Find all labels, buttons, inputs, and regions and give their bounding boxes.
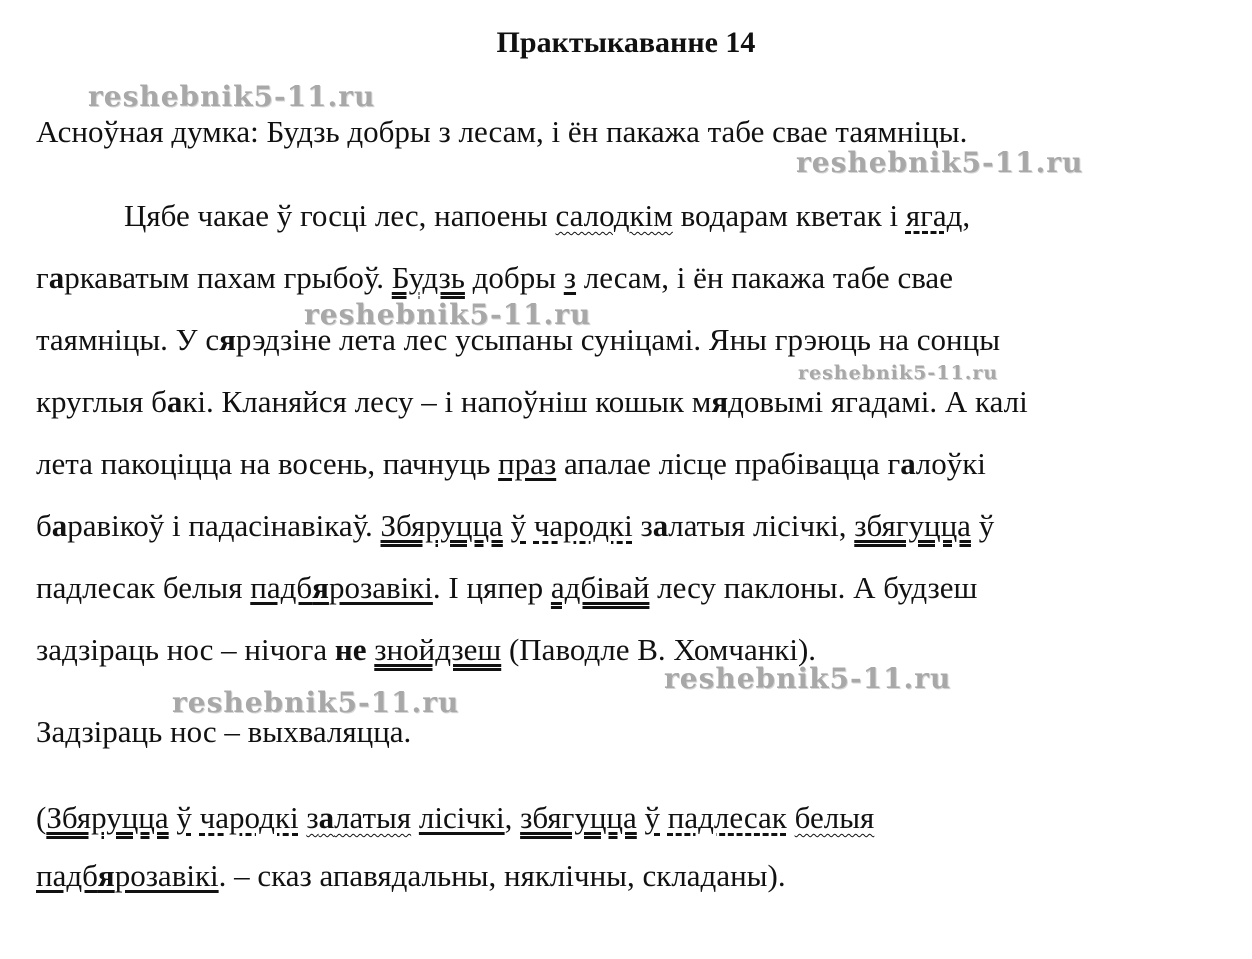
- text-fragment: задзіраць нос – нічога: [36, 632, 335, 667]
- text-fragment: лета пакоціцца на восень, пачнуць: [36, 446, 499, 481]
- watermark: reshebnik5-11.ru: [172, 686, 460, 719]
- stressed-letter: а: [318, 800, 335, 835]
- text-fragment: б: [36, 508, 52, 543]
- text-fragment: [637, 800, 645, 835]
- text-fragment: [526, 508, 534, 543]
- attribute-word: салодкім: [555, 198, 673, 233]
- predicate-word: адбівай: [550, 570, 650, 605]
- text-fragment: [787, 800, 795, 835]
- analysis-line: [36, 800, 874, 836]
- text-fragment: Цябе чакае ў госці лес, напоены: [124, 198, 556, 233]
- text-fragment: . І цяпер: [432, 570, 551, 605]
- text-fragment: [192, 800, 200, 835]
- text-fragment: падлесак белыя: [36, 570, 251, 605]
- text-fragment: круглыя б: [36, 384, 167, 419]
- text-fragment: лесам, і ён пакажа табе свае: [576, 260, 953, 295]
- text-fragment: лесу паклоны. А будзеш: [649, 570, 978, 605]
- watermark: reshebnik5-11.ru: [88, 80, 376, 113]
- preposition-word: з: [563, 260, 577, 295]
- stressed-letter: а: [900, 446, 916, 481]
- text-fragment: ркаватым пахам грыбоў.: [64, 260, 392, 295]
- text-fragment: [411, 800, 419, 835]
- preposition-word: ў: [644, 800, 661, 835]
- object-word: ягад: [905, 198, 963, 233]
- text-line: [36, 322, 1000, 358]
- text-fragment: падб: [36, 858, 98, 893]
- text-line: [36, 508, 994, 544]
- text-fragment: (Паводле В. Хомчанкі).: [501, 632, 817, 667]
- preposition-word: ў: [176, 800, 192, 835]
- subject-word: лісічкі: [418, 800, 505, 835]
- preposition-word: ў: [510, 508, 527, 543]
- main-idea: Асноўная думка: Будзь добры з лесам, і ён пакажа табе свае таямніцы.: [36, 114, 968, 149]
- text-line: [36, 570, 977, 606]
- text-fragment: ,: [504, 800, 521, 835]
- text-fragment: равікоў і падасінавікаў.: [67, 508, 381, 543]
- stressed-letter: я: [97, 858, 115, 893]
- text-fragment: латыя лісічкі,: [668, 508, 855, 543]
- text-fragment: таямніцы. У с: [36, 322, 220, 357]
- predicate-word: Будзь: [391, 260, 465, 295]
- text-line: [36, 446, 986, 482]
- subject-word: [250, 570, 433, 605]
- stressed-letter: а: [652, 508, 669, 543]
- predicate-word: збягуцца: [520, 800, 637, 835]
- preposition-word: праз: [498, 446, 557, 481]
- stressed-letter: я: [312, 570, 329, 605]
- text-fragment: розавікі: [328, 570, 433, 605]
- text-fragment: водарам кветак і: [672, 198, 906, 233]
- text-fragment: латыя: [334, 800, 412, 835]
- watermark: reshebnik5-11.ru: [798, 362, 999, 384]
- attribute-word: [306, 800, 411, 835]
- text-fragment: кі. Кланяйся лесу – і напоўніш кошык м: [182, 384, 712, 419]
- text-line: [124, 198, 970, 234]
- adverbial-word: чародкі: [199, 800, 299, 835]
- stressed-letter: я: [711, 384, 729, 419]
- text-fragment: ,: [962, 198, 971, 233]
- adverbial-word: чародкі: [533, 508, 633, 543]
- stressed-letter: не: [334, 632, 367, 667]
- subject-word: [36, 858, 219, 893]
- text-line: [36, 632, 816, 668]
- page-title: Практыкаванне 14: [496, 26, 756, 59]
- predicate-word: Збяруцца: [380, 508, 503, 543]
- text-fragment: з: [306, 800, 319, 835]
- stressed-letter: а: [51, 508, 68, 543]
- watermark: reshebnik5-11.ru: [304, 298, 592, 331]
- predicate-word: знойдзеш: [374, 632, 502, 667]
- text-line: [36, 384, 1028, 420]
- text-line: [36, 260, 953, 296]
- text-fragment: . – сказ апавядальны, няклічны, складаны).: [218, 858, 786, 893]
- text-fragment: розавікі: [114, 858, 219, 893]
- text-fragment: ў: [970, 508, 995, 543]
- watermark: reshebnik5-11.ru: [796, 146, 1084, 179]
- text-fragment: лоўкі: [915, 446, 986, 481]
- text-fragment: [660, 800, 668, 835]
- stressed-letter: я: [219, 322, 236, 357]
- watermark: reshebnik5-11.ru: [664, 662, 952, 695]
- predicate-word: збягуцца: [854, 508, 971, 543]
- text-fragment: г: [36, 260, 49, 295]
- attribute-word: белыя: [794, 800, 875, 835]
- stressed-letter: а: [48, 260, 65, 295]
- text-fragment: (: [36, 800, 47, 835]
- text-fragment: апалае лісце прабівацца г: [556, 446, 901, 481]
- text-fragment: добры: [464, 260, 564, 295]
- text-fragment: довымі ягадамі. А калі: [728, 384, 1028, 419]
- adverbial-word: падлесак: [667, 800, 787, 835]
- predicate-word: Збяруцца: [46, 800, 169, 835]
- stressed-letter: а: [166, 384, 183, 419]
- text-fragment: падб: [250, 570, 313, 605]
- text-fragment: рэдзіне лета лес усыпаны суніцамі. Яны грэюць на сонцы: [235, 322, 1001, 357]
- idiom-explanation: Задзіраць нос – выхваляцца.: [36, 714, 412, 749]
- text-fragment: з: [632, 508, 653, 543]
- text-fragment: [503, 508, 511, 543]
- analysis-line: [36, 858, 786, 894]
